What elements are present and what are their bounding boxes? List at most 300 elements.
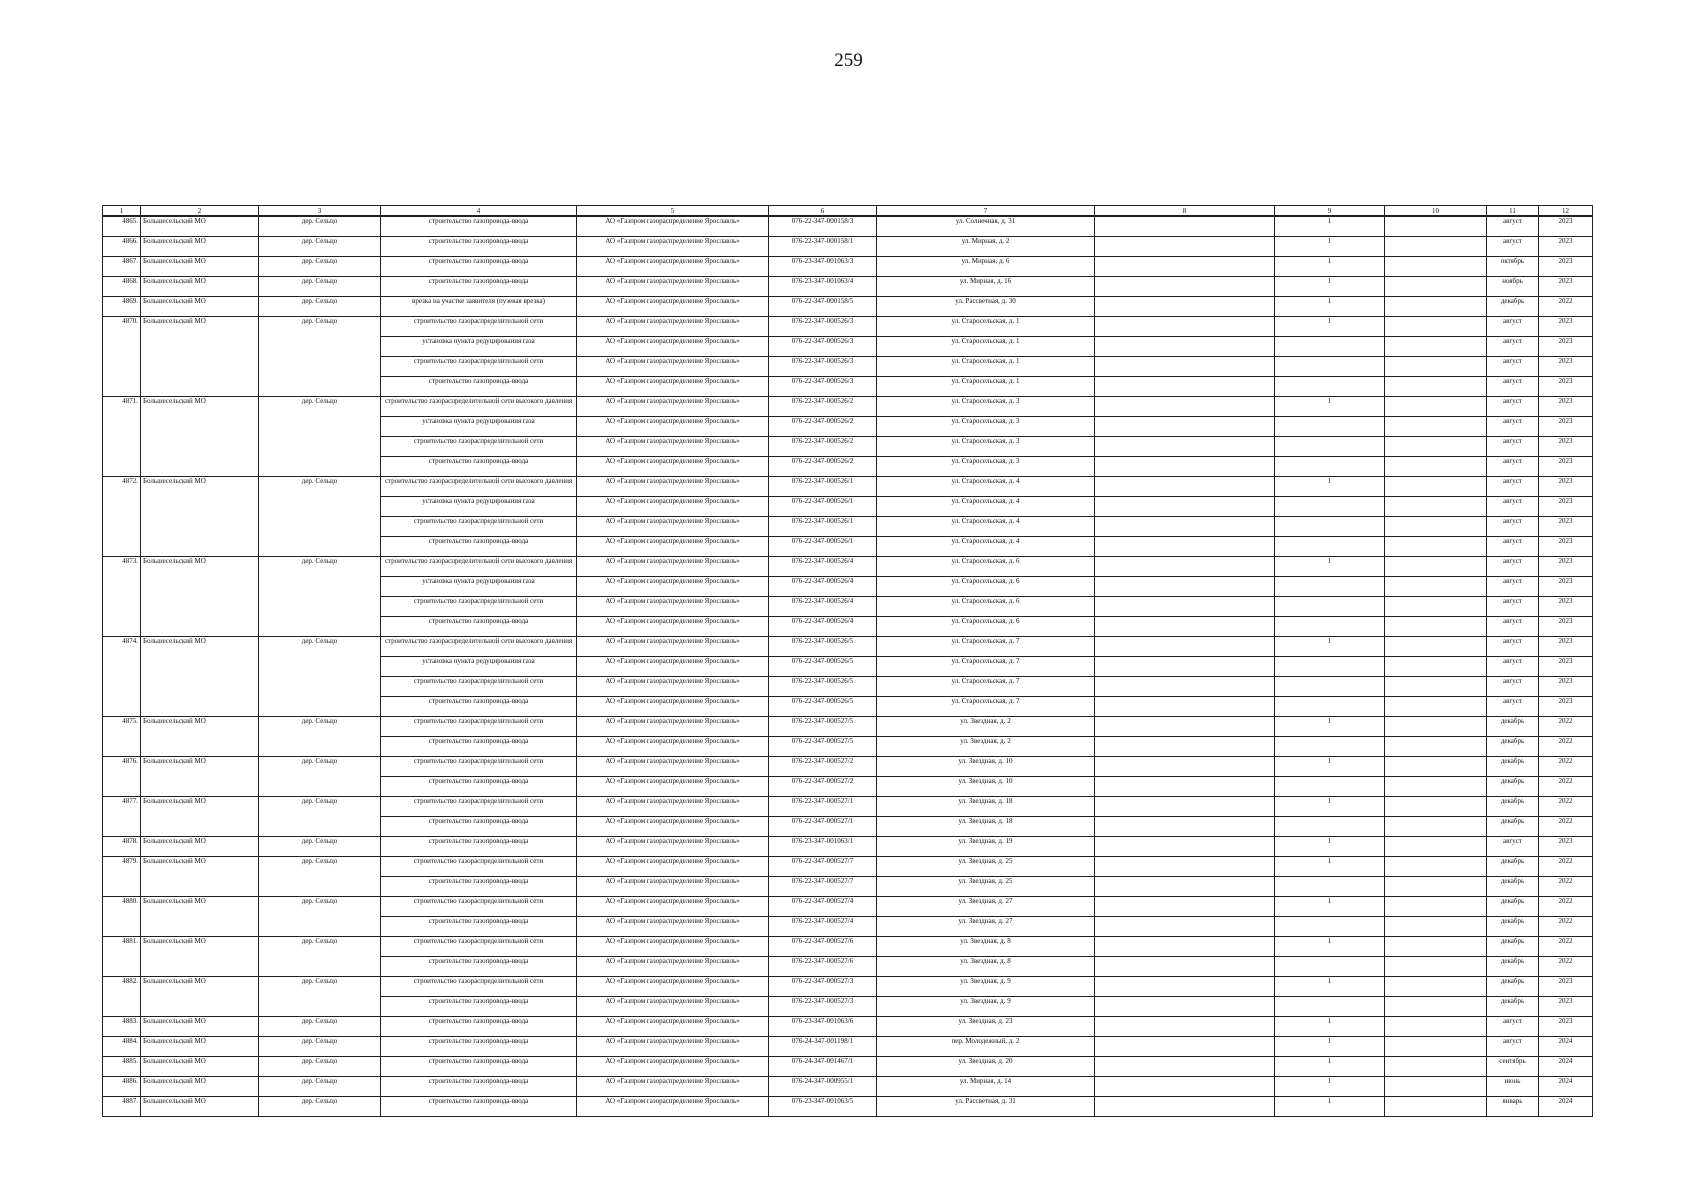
address-cell: ул. Звездная, д. 8 [877, 937, 1095, 957]
column-header: 4 [381, 206, 577, 217]
quantity-cell [1275, 737, 1385, 757]
work-type-cell: строительство газопровода-ввода [381, 457, 577, 477]
empty-cell-col8 [1095, 357, 1275, 377]
address-cell: ул. Старосельская, д. 3 [877, 437, 1095, 457]
address-cell: ул. Старосельская, д. 6 [877, 597, 1095, 617]
organization-cell: АО «Газпром газораспределение Ярославль» [577, 877, 769, 897]
address-cell: ул. Звездная, д. 2 [877, 717, 1095, 737]
quantity-cell: 1 [1275, 977, 1385, 997]
work-type-cell: строительство газораспределительной сети [381, 757, 577, 777]
address-cell: ул. Звездная, д. 23 [877, 1017, 1095, 1037]
contract-number-cell: 076-22-347-000527/1 [769, 797, 877, 817]
organization-cell: АО «Газпром газораспределение Ярославль» [577, 817, 769, 837]
item-number: 4867. [103, 257, 141, 277]
contract-number-cell: 076-22-347-000527/6 [769, 937, 877, 957]
work-type-cell: строительство газопровода-ввода [381, 997, 577, 1017]
address-cell: ул. Старосельская, д. 7 [877, 697, 1095, 717]
year-cell: 2023 [1539, 537, 1593, 557]
month-cell: август [1487, 216, 1539, 237]
contract-number-cell: 076-22-347-000526/3 [769, 357, 877, 377]
table-row [103, 1057, 1593, 1077]
month-cell: июнь [1487, 1077, 1539, 1097]
quantity-cell: 1 [1275, 257, 1385, 277]
organization-cell: АО «Газпром газораспределение Ярославль» [577, 537, 769, 557]
empty-cell-col8 [1095, 597, 1275, 617]
organization-cell: АО «Газпром газораспределение Ярославль» [577, 637, 769, 657]
month-cell: декабрь [1487, 737, 1539, 757]
table-row [103, 216, 1593, 237]
address-cell: ул. Звездная, д. 10 [877, 777, 1095, 797]
month-cell: август [1487, 377, 1539, 397]
year-cell: 2022 [1539, 297, 1593, 317]
address-cell: ул. Старосельская, д. 4 [877, 477, 1095, 497]
quantity-cell: 1 [1275, 637, 1385, 657]
organization-cell: АО «Газпром газораспределение Ярославль» [577, 317, 769, 337]
empty-cell-col8 [1095, 437, 1275, 457]
month-cell: декабрь [1487, 917, 1539, 937]
year-cell: 2023 [1539, 517, 1593, 537]
contract-number-cell: 076-22-347-000526/5 [769, 677, 877, 697]
item-number: 4871. [103, 397, 141, 477]
work-type-cell: установка пункта редуцирования газа [381, 657, 577, 677]
quantity-cell: 1 [1275, 757, 1385, 777]
municipality-cell: Большесельский МО [141, 717, 259, 757]
month-cell: август [1487, 437, 1539, 457]
empty-cell-col8 [1095, 897, 1275, 917]
empty-cell-col10 [1385, 477, 1487, 497]
settlement-cell: дер. Сельцо [259, 237, 381, 257]
empty-cell-col10 [1385, 877, 1487, 897]
empty-cell-col10 [1385, 1097, 1487, 1117]
work-type-cell: строительство газопровода-ввода [381, 917, 577, 937]
municipality-cell: Большесельский МО [141, 637, 259, 717]
address-cell: ул. Старосельская, д. 6 [877, 617, 1095, 637]
month-cell: январь [1487, 1097, 1539, 1117]
quantity-cell [1275, 337, 1385, 357]
quantity-cell: 1 [1275, 237, 1385, 257]
organization-cell: АО «Газпром газораспределение Ярославль» [577, 1057, 769, 1077]
work-type-cell: строительство газопровода-ввода [381, 1017, 577, 1037]
empty-cell-col10 [1385, 277, 1487, 297]
empty-cell-col10 [1385, 1017, 1487, 1037]
organization-cell: АО «Газпром газораспределение Ярославль» [577, 657, 769, 677]
quantity-cell [1275, 777, 1385, 797]
municipality-cell: Большесельский МО [141, 897, 259, 937]
organization-cell: АО «Газпром газораспределение Ярославль» [577, 997, 769, 1017]
year-cell: 2023 [1539, 216, 1593, 237]
year-cell: 2023 [1539, 277, 1593, 297]
year-cell: 2023 [1539, 997, 1593, 1017]
empty-cell-col8 [1095, 297, 1275, 317]
empty-cell-col10 [1385, 397, 1487, 417]
work-type-cell: строительство газораспределительной сети высокого давления [381, 557, 577, 577]
column-header: 12 [1539, 206, 1593, 217]
settlement-cell: дер. Сельцо [259, 297, 381, 317]
work-type-cell: строительство газопровода-ввода [381, 877, 577, 897]
work-type-cell: строительство газопровода-ввода [381, 737, 577, 757]
settlement-cell: дер. Сельцо [259, 837, 381, 857]
empty-cell-col10 [1385, 297, 1487, 317]
year-cell: 2023 [1539, 337, 1593, 357]
year-cell: 2023 [1539, 677, 1593, 697]
address-cell: ул. Звездная, д. 2 [877, 737, 1095, 757]
municipality-cell: Большесельский МО [141, 1017, 259, 1037]
month-cell: август [1487, 537, 1539, 557]
year-cell: 2024 [1539, 1097, 1593, 1117]
work-type-cell: строительство газопровода-ввода [381, 617, 577, 637]
empty-cell-col10 [1385, 377, 1487, 397]
quantity-cell [1275, 617, 1385, 637]
work-type-cell: строительство газопровода-ввода [381, 237, 577, 257]
municipality-cell: Большесельский МО [141, 837, 259, 857]
month-cell: август [1487, 457, 1539, 477]
organization-cell: АО «Газпром газораспределение Ярославль» [577, 677, 769, 697]
settlement-cell: дер. Сельцо [259, 1097, 381, 1117]
empty-cell-col8 [1095, 657, 1275, 677]
settlement-cell: дер. Сельцо [259, 1017, 381, 1037]
address-cell: ул. Старосельская, д. 4 [877, 497, 1095, 517]
year-cell: 2023 [1539, 617, 1593, 637]
column-header: 7 [877, 206, 1095, 217]
month-cell: август [1487, 517, 1539, 537]
work-type-cell: строительство газопровода-ввода [381, 837, 577, 857]
quantity-cell: 1 [1275, 1057, 1385, 1077]
year-cell: 2022 [1539, 737, 1593, 757]
settlement-cell: дер. Сельцо [259, 857, 381, 897]
work-type-cell: строительство газораспределительной сети [381, 677, 577, 697]
organization-cell: АО «Газпром газораспределение Ярославль» [577, 1077, 769, 1097]
organization-cell: АО «Газпром газораспределение Ярославль» [577, 417, 769, 437]
item-number: 4866. [103, 237, 141, 257]
empty-cell-col8 [1095, 857, 1275, 877]
address-cell: ул. Мирная, д. 2 [877, 237, 1095, 257]
quantity-cell [1275, 917, 1385, 937]
organization-cell: АО «Газпром газораспределение Ярославль» [577, 1097, 769, 1117]
address-cell: ул. Мирная, д. 14 [877, 1077, 1095, 1097]
item-number: 4875. [103, 717, 141, 757]
work-type-cell: строительство газораспределительной сети [381, 797, 577, 817]
work-type-cell: строительство газопровода-ввода [381, 537, 577, 557]
register-body [103, 216, 1593, 1117]
item-number: 4870. [103, 317, 141, 397]
quantity-cell: 1 [1275, 297, 1385, 317]
table-row [103, 317, 1593, 337]
empty-cell-col10 [1385, 1057, 1487, 1077]
municipality-cell: Большесельский МО [141, 277, 259, 297]
contract-number-cell: 076-22-347-000526/2 [769, 437, 877, 457]
empty-cell-col10 [1385, 1077, 1487, 1097]
quantity-cell [1275, 537, 1385, 557]
work-type-cell: строительство газораспределительной сети [381, 977, 577, 997]
empty-cell-col10 [1385, 717, 1487, 737]
contract-number-cell: 076-24-347-001467/1 [769, 1057, 877, 1077]
municipality-cell: Большесельский МО [141, 257, 259, 277]
quantity-cell: 1 [1275, 317, 1385, 337]
year-cell: 2022 [1539, 937, 1593, 957]
empty-cell-col10 [1385, 957, 1487, 977]
year-cell: 2023 [1539, 397, 1593, 417]
address-cell: ул. Звездная, д. 10 [877, 757, 1095, 777]
month-cell: декабрь [1487, 857, 1539, 877]
work-type-cell: строительство газораспределительной сети высокого давления [381, 397, 577, 417]
month-cell: август [1487, 337, 1539, 357]
contract-number-cell: 076-22-347-000527/3 [769, 977, 877, 997]
empty-cell-col10 [1385, 997, 1487, 1017]
quantity-cell [1275, 417, 1385, 437]
work-type-cell: врезка на участке заявителя (пузевая врезка) [381, 297, 577, 317]
quantity-cell: 1 [1275, 216, 1385, 237]
year-cell: 2023 [1539, 257, 1593, 277]
month-cell: декабрь [1487, 937, 1539, 957]
item-number: 4869. [103, 297, 141, 317]
year-cell: 2023 [1539, 437, 1593, 457]
settlement-cell: дер. Сельцо [259, 397, 381, 477]
address-cell: ул. Звездная, д. 9 [877, 977, 1095, 997]
item-number: 4865. [103, 216, 141, 237]
empty-cell-col10 [1385, 357, 1487, 377]
month-cell: декабрь [1487, 757, 1539, 777]
year-cell: 2022 [1539, 777, 1593, 797]
settlement-cell: дер. Сельцо [259, 477, 381, 557]
empty-cell-col10 [1385, 737, 1487, 757]
address-cell: пер. Молодежный, д. 2 [877, 1037, 1095, 1057]
column-header: 6 [769, 206, 877, 217]
quantity-cell [1275, 817, 1385, 837]
empty-cell-col10 [1385, 216, 1487, 237]
municipality-cell: Большесельский МО [141, 1057, 259, 1077]
work-type-cell: строительство газораспределительной сети [381, 317, 577, 337]
table-row [103, 257, 1593, 277]
settlement-cell: дер. Сельцо [259, 1057, 381, 1077]
settlement-cell: дер. Сельцо [259, 717, 381, 757]
year-cell: 2023 [1539, 1017, 1593, 1037]
table-row [103, 937, 1593, 957]
empty-cell-col8 [1095, 697, 1275, 717]
empty-cell-col8 [1095, 877, 1275, 897]
contract-number-cell: 076-22-347-000158/1 [769, 237, 877, 257]
table-row [103, 977, 1593, 997]
quantity-cell [1275, 377, 1385, 397]
contract-number-cell: 076-22-347-000158/3 [769, 216, 877, 237]
item-number: 4872. [103, 477, 141, 557]
year-cell: 2024 [1539, 1057, 1593, 1077]
contract-number-cell: 076-22-347-000527/3 [769, 997, 877, 1017]
organization-cell: АО «Газпром газораспределение Ярославль» [577, 477, 769, 497]
municipality-cell: Большесельский МО [141, 937, 259, 977]
quantity-cell: 1 [1275, 1037, 1385, 1057]
year-cell: 2023 [1539, 597, 1593, 617]
table-row [103, 477, 1593, 497]
column-header: 5 [577, 206, 769, 217]
organization-cell: АО «Газпром газораспределение Ярославль» [577, 216, 769, 237]
year-cell: 2023 [1539, 477, 1593, 497]
work-type-cell: строительство газопровода-ввода [381, 697, 577, 717]
month-cell: декабрь [1487, 897, 1539, 917]
empty-cell-col8 [1095, 917, 1275, 937]
year-cell: 2022 [1539, 717, 1593, 737]
address-cell: ул. Старосельская, д. 6 [877, 577, 1095, 597]
settlement-cell: дер. Сельцо [259, 257, 381, 277]
organization-cell: АО «Газпром газораспределение Ярославль» [577, 897, 769, 917]
work-type-cell: строительство газораспределительной сети [381, 437, 577, 457]
contract-number-cell: 076-22-347-000527/7 [769, 877, 877, 897]
year-cell: 2022 [1539, 917, 1593, 937]
column-header: 8 [1095, 206, 1275, 217]
address-cell: ул. Старосельская, д. 4 [877, 517, 1095, 537]
year-cell: 2023 [1539, 837, 1593, 857]
address-cell: ул. Рассветная, д. 31 [877, 1097, 1095, 1117]
contract-number-cell: 076-22-347-000526/4 [769, 617, 877, 637]
contract-number-cell: 076-22-347-000527/2 [769, 777, 877, 797]
contract-number-cell: 076-22-347-000526/4 [769, 597, 877, 617]
work-type-cell: строительство газопровода-ввода [381, 1057, 577, 1077]
contract-number-cell: 076-23-347-001063/1 [769, 837, 877, 857]
year-cell: 2022 [1539, 957, 1593, 977]
work-type-cell: строительство газопровода-ввода [381, 1037, 577, 1057]
contract-number-cell: 076-22-347-000526/1 [769, 477, 877, 497]
year-cell: 2023 [1539, 657, 1593, 677]
empty-cell-col8 [1095, 1057, 1275, 1077]
empty-cell-col8 [1095, 1017, 1275, 1037]
empty-cell-col8 [1095, 337, 1275, 357]
address-cell: ул. Старосельская, д. 3 [877, 417, 1095, 437]
contract-number-cell: 076-22-347-000527/2 [769, 757, 877, 777]
contract-number-cell: 076-22-347-000526/4 [769, 577, 877, 597]
month-cell: август [1487, 477, 1539, 497]
contract-number-cell: 076-23-347-001063/4 [769, 277, 877, 297]
municipality-cell: Большесельский МО [141, 1077, 259, 1097]
address-cell: ул. Старосельская, д. 6 [877, 557, 1095, 577]
municipality-cell: Большесельский МО [141, 1037, 259, 1057]
address-cell: ул. Мирная, д. 6 [877, 257, 1095, 277]
contract-number-cell: 076-22-347-000526/5 [769, 657, 877, 677]
contract-number-cell: 076-22-347-000526/2 [769, 417, 877, 437]
quantity-cell: 1 [1275, 797, 1385, 817]
organization-cell: АО «Газпром газораспределение Ярославль» [577, 837, 769, 857]
empty-cell-col10 [1385, 517, 1487, 537]
empty-cell-col8 [1095, 1077, 1275, 1097]
empty-cell-col10 [1385, 1037, 1487, 1057]
year-cell: 2023 [1539, 457, 1593, 477]
work-type-cell: строительство газопровода-ввода [381, 817, 577, 837]
column-header: 2 [141, 206, 259, 217]
item-number: 4886. [103, 1077, 141, 1097]
month-cell: август [1487, 317, 1539, 337]
month-cell: декабрь [1487, 877, 1539, 897]
register-table [102, 205, 1593, 1117]
organization-cell: АО «Газпром газораспределение Ярославль» [577, 737, 769, 757]
column-header: 3 [259, 206, 381, 217]
address-cell: ул. Старосельская, д. 1 [877, 377, 1095, 397]
address-cell: ул. Старосельская, д. 4 [877, 537, 1095, 557]
quantity-cell: 1 [1275, 897, 1385, 917]
year-cell: 2022 [1539, 757, 1593, 777]
contract-number-cell: 076-23-347-001063/5 [769, 1097, 877, 1117]
work-type-cell: строительство газопровода-ввода [381, 277, 577, 297]
empty-cell-col8 [1095, 1037, 1275, 1057]
empty-cell-col8 [1095, 1097, 1275, 1117]
empty-cell-col10 [1385, 817, 1487, 837]
empty-cell-col10 [1385, 437, 1487, 457]
empty-cell-col8 [1095, 977, 1275, 997]
quantity-cell [1275, 997, 1385, 1017]
address-cell: ул. Звездная, д. 18 [877, 797, 1095, 817]
work-type-cell: строительство газораспределительной сети [381, 517, 577, 537]
year-cell: 2023 [1539, 377, 1593, 397]
table-row [103, 557, 1593, 577]
year-cell: 2023 [1539, 697, 1593, 717]
organization-cell: АО «Газпром газораспределение Ярославль» [577, 717, 769, 737]
quantity-cell: 1 [1275, 937, 1385, 957]
empty-cell-col10 [1385, 657, 1487, 677]
column-number-row [103, 206, 1593, 217]
empty-cell-col8 [1095, 957, 1275, 977]
year-cell: 2023 [1539, 417, 1593, 437]
empty-cell-col10 [1385, 977, 1487, 997]
contract-number-cell: 076-22-347-000526/2 [769, 397, 877, 417]
empty-cell-col10 [1385, 757, 1487, 777]
year-cell: 2024 [1539, 1037, 1593, 1057]
organization-cell: АО «Газпром газораспределение Ярославль» [577, 277, 769, 297]
item-number: 4877. [103, 797, 141, 837]
table-row [103, 757, 1593, 777]
empty-cell-col8 [1095, 277, 1275, 297]
contract-number-cell: 076-22-347-000526/1 [769, 537, 877, 557]
empty-cell-col8 [1095, 937, 1275, 957]
municipality-cell: Большесельский МО [141, 797, 259, 837]
empty-cell-col10 [1385, 937, 1487, 957]
settlement-cell: дер. Сельцо [259, 937, 381, 977]
month-cell: декабрь [1487, 297, 1539, 317]
empty-cell-col10 [1385, 237, 1487, 257]
work-type-cell: строительство газораспределительной сети [381, 597, 577, 617]
work-type-cell: строительство газораспределительной сети высокого давления [381, 477, 577, 497]
empty-cell-col8 [1095, 777, 1275, 797]
month-cell: август [1487, 597, 1539, 617]
table-row [103, 797, 1593, 817]
organization-cell: АО «Газпром газораспределение Ярославль» [577, 697, 769, 717]
empty-cell-col8 [1095, 317, 1275, 337]
empty-cell-col10 [1385, 917, 1487, 937]
month-cell: октябрь [1487, 257, 1539, 277]
municipality-cell: Большесельский МО [141, 977, 259, 1017]
quantity-cell [1275, 577, 1385, 597]
organization-cell: АО «Газпром газораспределение Ярославль» [577, 977, 769, 997]
quantity-cell [1275, 497, 1385, 517]
item-number: 4873. [103, 557, 141, 637]
empty-cell-col8 [1095, 737, 1275, 757]
empty-cell-col8 [1095, 797, 1275, 817]
empty-cell-col10 [1385, 897, 1487, 917]
organization-cell: АО «Газпром газораспределение Ярославль» [577, 937, 769, 957]
work-type-cell: строительство газораспределительной сети [381, 357, 577, 377]
empty-cell-col10 [1385, 577, 1487, 597]
empty-cell-col10 [1385, 457, 1487, 477]
month-cell: август [1487, 497, 1539, 517]
address-cell: ул. Старосельская, д. 1 [877, 337, 1095, 357]
quantity-cell [1275, 697, 1385, 717]
contract-number-cell: 076-22-347-000527/5 [769, 717, 877, 737]
empty-cell-col8 [1095, 397, 1275, 417]
municipality-cell: Большесельский МО [141, 477, 259, 557]
organization-cell: АО «Газпром газораспределение Ярославль» [577, 297, 769, 317]
municipality-cell: Большесельский МО [141, 1097, 259, 1117]
address-cell: ул. Солнечная, д. 31 [877, 216, 1095, 237]
empty-cell-col8 [1095, 837, 1275, 857]
organization-cell: АО «Газпром газораспределение Ярославль» [577, 237, 769, 257]
organization-cell: АО «Газпром газораспределение Ярославль» [577, 357, 769, 377]
work-type-cell: установка пункта редуцирования газа [381, 497, 577, 517]
